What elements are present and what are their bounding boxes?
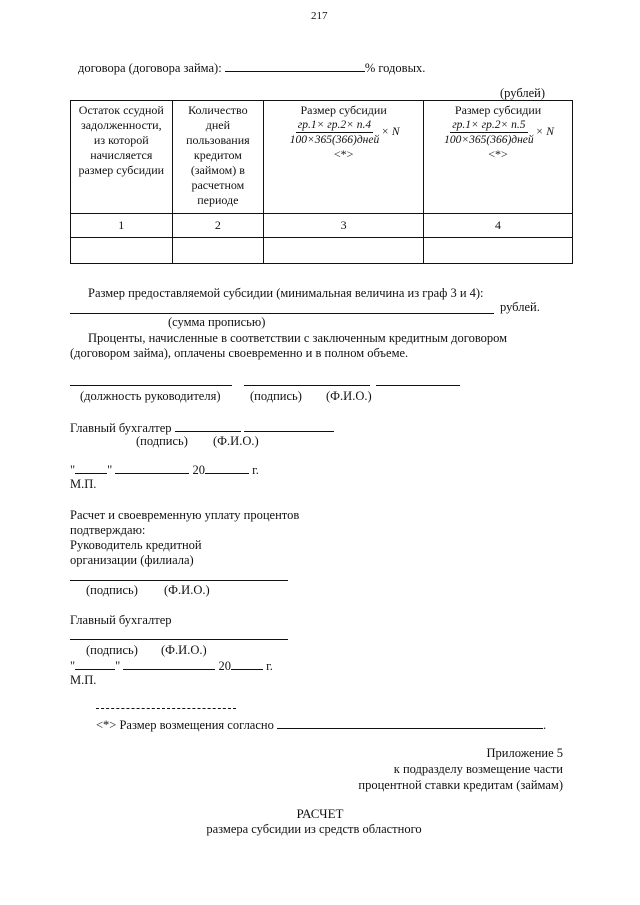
position-blank[interactable] [70, 385, 232, 386]
day-blank-1[interactable] [75, 462, 107, 474]
signature-label-3: (подпись) [86, 583, 138, 597]
table-data-row [71, 238, 573, 264]
footnote-blank[interactable] [277, 717, 543, 729]
month-blank-2[interactable] [123, 658, 215, 670]
subsidy-line: Размер предоставляемой субсидии (минимальная величина из граф 3 и 4): [88, 286, 484, 300]
header-col3-title: Размер субсидии [300, 103, 387, 117]
fio-label-4: (Ф.И.О.) [161, 643, 207, 657]
signature-blank-1[interactable] [244, 385, 370, 386]
year-blank-1[interactable] [205, 462, 249, 474]
formula4-multiplier: × N [535, 126, 554, 138]
interest-text-1: Проценты, начисленные в соответствии с заключенным кредитным договором [88, 331, 508, 345]
col-number-1: 1 [71, 214, 173, 238]
stamp-label-2: М.П. [70, 673, 97, 687]
document-subtitle: размера субсидии из средств областного [206, 822, 422, 836]
chief-signature-blank-1[interactable] [175, 420, 241, 432]
confirm-text-2: подтверждаю: [70, 523, 146, 537]
contract-prefix: договора (договора займа): [78, 61, 222, 75]
date-quote-close-1: " [107, 463, 113, 477]
formula3-multiplier: × N [381, 126, 400, 138]
day-blank-2[interactable] [75, 658, 115, 670]
signature-label-2: (подпись) [136, 434, 188, 448]
contract-suffix: % годовых. [364, 61, 426, 75]
formula3-numerator: гр.1× гр.2× п.4 [297, 119, 372, 131]
month-blank-1[interactable] [115, 462, 189, 474]
confirm-text-1: Расчет и своевременную уплату процентов [70, 508, 300, 522]
fio-label-2: (Ф.И.О.) [213, 434, 259, 448]
position-label: (должность руководителя) [80, 389, 221, 403]
header-col4-title: Размер субсидии [454, 103, 542, 117]
formula-col4 [427, 118, 569, 147]
formula4-numerator: гр.1× гр.2× п.5 [452, 119, 526, 131]
rate-blank[interactable] [225, 60, 365, 72]
chief-fio-blank-1[interactable] [244, 420, 334, 432]
page-number: 217 [311, 10, 328, 22]
stamp-label-1: М.П. [70, 477, 97, 491]
data-cell-4[interactable] [424, 238, 573, 264]
year-prefix-1: 20 [192, 463, 205, 477]
data-cell-2[interactable] [172, 238, 264, 264]
column-number-row [71, 214, 573, 238]
data-cell-3[interactable] [264, 238, 424, 264]
signature-label-1: (подпись) [250, 389, 302, 403]
bank-head-2: организации (филиала) [70, 553, 194, 567]
signature-label-4: (подпись) [86, 643, 138, 657]
document-title: РАСЧЕТ [296, 806, 344, 821]
fio-label-1: (Ф.И.О.) [326, 389, 372, 403]
interest-text-2: (договором займа), оплачены своевременно и в полном объеме. [70, 346, 409, 360]
chief-accountant-1 [70, 420, 334, 436]
sum-in-words-label: (сумма прописью) [168, 315, 266, 329]
col-number-2: 2 [172, 214, 264, 238]
appendix-line-2: к подразделу возмещение части [393, 762, 563, 776]
formula4-note: <*> [488, 147, 508, 161]
col-number-3: 3 [264, 214, 424, 238]
year-suffix-1: г. [252, 463, 259, 477]
footnote-end: . [542, 718, 547, 732]
date-quote-open-1: " [70, 463, 76, 477]
header-col1: Остаток ссудной задолженности, из которой начисляется размер субсидии [71, 101, 173, 214]
chief-accountant-label-1: Главный бухгалтер [70, 421, 172, 435]
col-number-4: 4 [424, 214, 573, 238]
appendix-line-3: процентной ставки кредитам (займам) [358, 778, 563, 792]
chief-accountant-label-2: Главный бухгалтер [70, 613, 172, 627]
year-prefix-2: 20 [218, 659, 231, 673]
bank-head-1: Руководитель кредитной [70, 538, 202, 552]
subsidy-amount-blank[interactable] [70, 313, 494, 314]
header-col4 [424, 101, 573, 214]
fio-label-3: (Ф.И.О.) [164, 583, 210, 597]
chief-signature-blank-2[interactable] [70, 639, 288, 640]
date-line-2 [70, 658, 273, 674]
fio-blank-1[interactable] [376, 385, 460, 386]
year-blank-2[interactable] [231, 658, 263, 670]
footnote-separator [96, 708, 236, 709]
contract-line [78, 60, 425, 76]
bank-head-signature-blank[interactable] [70, 580, 288, 581]
header-col2: Количество дней пользования кредитом (займом) в расчетном периоде [172, 101, 264, 214]
date-quote-open-2: " [70, 659, 76, 673]
header-col3 [264, 101, 424, 214]
formula3-note: <*> [333, 147, 354, 161]
rubles-label: рублей. [500, 300, 540, 314]
subsidy-table [70, 100, 573, 264]
footnote-text: <*> Размер возмещения согласно [96, 718, 274, 732]
appendix-line-1: Приложение 5 [486, 746, 563, 760]
units-label: (рублей) [500, 86, 546, 100]
footnote [96, 717, 546, 733]
formula3-denominator: 100×365(366)дней [289, 134, 380, 146]
table-header-row [71, 101, 573, 214]
formula-col3 [267, 118, 420, 147]
year-suffix-2: г. [266, 659, 273, 673]
data-cell-1[interactable] [71, 238, 173, 264]
formula4-denominator: 100×365(366)дней [444, 134, 534, 146]
date-line-1 [70, 462, 259, 478]
date-quote-close-2: " [115, 659, 121, 673]
